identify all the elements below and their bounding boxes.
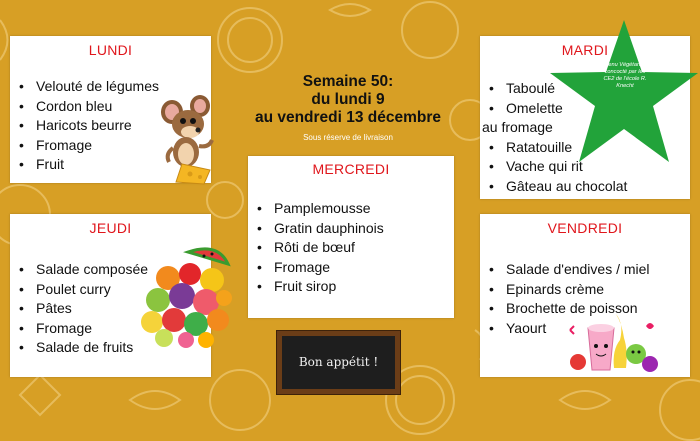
card-mercredi — [248, 156, 454, 318]
menu-item: • Fromage — [36, 136, 211, 156]
week-line: Semaine 50: — [302, 73, 394, 90]
menu-item: • Yaourt — [506, 319, 690, 339]
menu-item: • Poulet curry — [36, 280, 211, 300]
menu-item: • Vache qui rit — [506, 157, 690, 177]
menu-item: • Taboulé — [506, 79, 690, 99]
menu-item: • Fromage — [274, 258, 454, 278]
chalkboard — [276, 330, 401, 395]
yogurt-characters-icon — [566, 310, 660, 378]
menu-item: • Fruit — [36, 155, 211, 175]
menu-item: • Fruit sirop — [274, 277, 454, 297]
menu-item: • Fromage — [36, 319, 211, 339]
range-line-1: du lundi 9 — [311, 91, 385, 108]
menu-item: • Pâtes — [36, 299, 211, 319]
day-title-jeudi: JEUDI — [89, 220, 132, 236]
menu-item: • Pamplemousse — [274, 199, 454, 219]
menu-item: • Haricots beurre — [36, 116, 211, 136]
menu-item: • Ratatouille — [506, 138, 690, 158]
menu-list-mercredi — [248, 199, 454, 297]
menu-item: • Velouté de légumes — [36, 77, 211, 97]
menu-item: • Gratin dauphinois — [274, 219, 454, 239]
day-title-vendredi: VENDREDI — [547, 220, 623, 236]
chalkboard-surface — [282, 336, 395, 389]
day-title-lundi: LUNDI — [88, 42, 133, 58]
delivery-note: Sous réserve de livraison — [303, 133, 393, 142]
menu-item: • Brochette de poisson — [506, 299, 690, 319]
star-note: Menu Végétarien concocté par les CE2 de l'école R. Knecht — [603, 62, 647, 89]
menu-item: • Gâteau au chocolat — [506, 177, 690, 197]
menu-item: • Rôti de bœuf — [274, 238, 454, 258]
range-line-2: au vendredi 13 décembre — [254, 109, 442, 126]
menu-item: • Cordon bleu — [36, 97, 211, 117]
menu-item-continuation: au fromage — [482, 119, 553, 135]
chalkboard-text: Bon appétit ! — [298, 355, 379, 369]
menu-item: • Salade d'endives / miel — [506, 260, 690, 280]
day-title-mardi: MARDI — [561, 42, 609, 58]
day-title-mercredi: MERCREDI — [312, 161, 390, 177]
mouse-with-cheese-icon — [158, 94, 218, 186]
menu-item: • Salade de fruits — [36, 338, 211, 358]
menu-item: • Omelette — [506, 99, 690, 119]
fruit-pile-icon — [138, 244, 234, 348]
week-title — [232, 73, 464, 127]
star-badge-icon — [548, 16, 700, 166]
menu-item: • Salade composée — [36, 260, 211, 280]
menu-item: • Epinards crème — [506, 280, 690, 300]
